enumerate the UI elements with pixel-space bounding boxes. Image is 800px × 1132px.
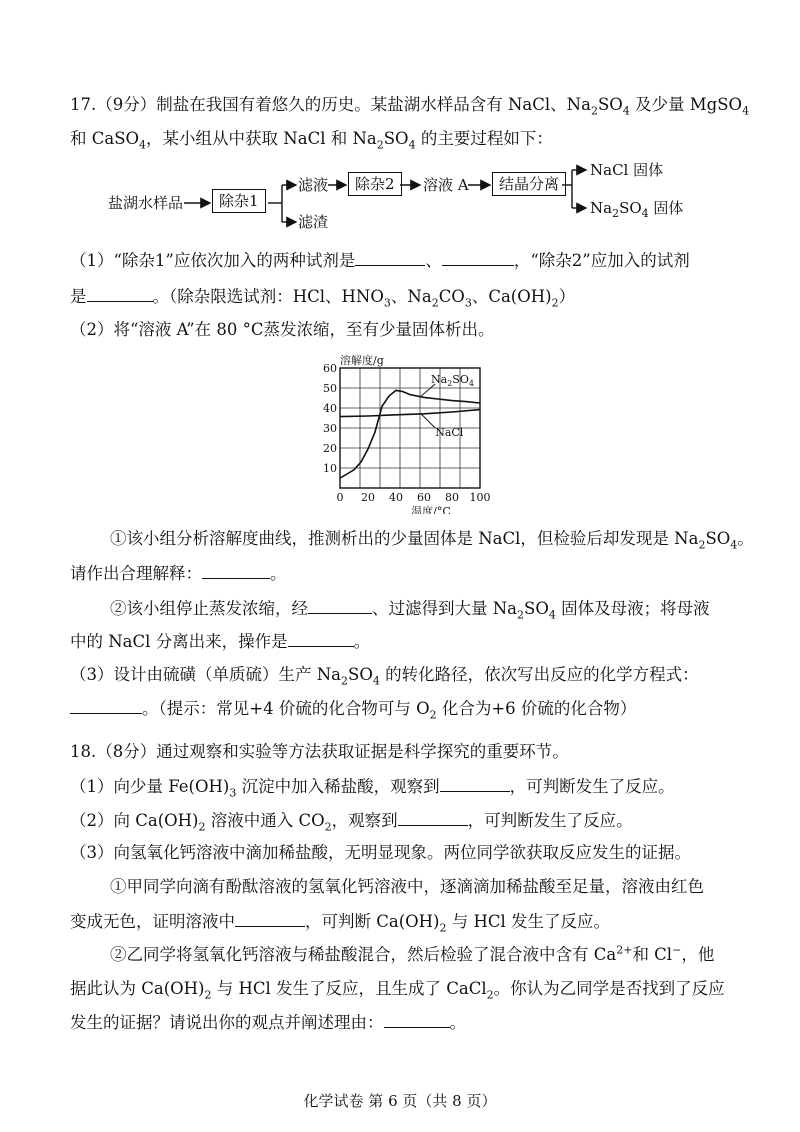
page-footer: 化学试卷 第 6 页（共 8 页） [303,1092,497,1110]
y-tick-label: 30 [323,422,337,435]
answer-blank[interactable] [202,562,270,579]
q18-part3-i-line2: 变成无色，证明溶液中 ，可判断 $Ca(OH)_2$ 与 HCl 发生了反应。 [70,912,611,935]
flow-solution-a: 溶液 A [423,176,469,194]
x-tick-label: 100 [469,491,491,504]
answer-blank[interactable] [398,809,468,826]
curve-nacl [340,410,480,417]
q18-part3-ii-line2: 据此认为 $Ca(OH)_2$ 与 HCl 发生了反应，且生成了 CaCl$_2$。你认为乙同学是否找到了反应 [70,979,725,1002]
answer-blank[interactable] [442,249,514,266]
series-label-na2so4: $Na_2SO_4$ [431,373,474,388]
leader-line-nacl [421,414,435,428]
q17-intro-line2: 和 CaSO$_4$，某小组从中获取 NaCl 和 $Na_2SO_4$ 的主要过程如下： [70,129,553,152]
answer-blank[interactable] [355,249,425,266]
answer-blank[interactable] [288,630,354,647]
q17-part2-ii-line1: ②该小组停止蒸发浓缩，经 、过滤得到大量 $Na_2SO_4$ 固体及母液；将母液 [110,599,710,622]
q18-intro: 18.（8分）通过观察和实验等方法获取证据是科学探究的重要环节。 [70,742,569,761]
y-tick-label: 50 [323,382,337,395]
q17-part3-line1: （3）设计由硫磺（单质硫）生产 $Na_2SO_4$ 的转化路径，依次写出反应的化学方程式： [70,665,699,688]
x-tick-label: 80 [445,491,459,504]
x-tick-label: 60 [417,491,431,504]
solubility-chart [312,354,502,514]
answer-blank[interactable] [235,910,305,927]
q17-part2-i-line1: ①该小组分析溶解度曲线，推测析出的少量固体是 NaCl，但检验后却发现是 $Na_2SO_4$。 [110,529,754,552]
q18-part1: （1）向少量 $Fe(OH)_3$ 沉淀中加入稀盐酸，观察到 ，可判断发生了反应。 [70,777,675,800]
y-tick-label: 10 [323,462,337,475]
x-tick-label: 0 [336,491,344,504]
answer-blank[interactable] [87,285,153,302]
flow-product-na2so4: $Na_2SO_4$ 固体 [590,199,684,220]
q17-intro-line1: 17.（9分）制盐在我国有着悠久的历史。某盐湖水样品含有 NaCl、$Na_2SO_4$ 及少量 MgSO$_4$ [70,95,750,118]
q17-part1-line1: （1）“除杂1”应依次加入的两种试剂是 、 ，“除杂2”应加入的试剂 [70,251,690,270]
q18-part3-ii-line3: 发生的证据？请说出你的观点并阐述理由： 。 [70,1013,466,1032]
x-axis-label: 温度/°C [411,505,451,514]
answer-blank[interactable] [384,1011,450,1028]
solubility-chart-svg [312,354,502,514]
q17-part3-line2: 。（提示：常见+4 价硫的化合物可与 $O_2$ 化合为+6 价硫的化合物） [70,697,636,720]
answer-blank[interactable] [308,597,372,614]
flow-step2-box: 除杂2 [348,172,402,196]
flow-residue: 滤渣 [298,213,329,231]
q17-part2-ii-line2: 中的 NaCl 分离出来，操作是 。 [70,632,371,651]
y-tick-label: 40 [323,402,337,415]
flow-product-nacl: NaCl 固体 [590,161,664,179]
series-label-nacl: NaCl [435,426,464,439]
flow-step3-box: 结晶分离 [492,172,566,196]
y-axis-label: 溶解度/g [340,354,384,367]
q17-part1-line2: 是 。（除杂限选试剂：HCl、$HNO_3$、$Na_2CO_3$、$Ca(OH)_2$） [70,287,576,310]
q18-part2: （2）向 $Ca(OH)_2$ 溶液中通入 $CO_2$，观察到 ，可判断发生了反应。 [70,811,633,834]
flow-sample: 盐湖水样品 [108,194,184,212]
x-tick-label: 20 [361,491,375,504]
y-tick-label: 60 [323,362,337,375]
q17-part2: （2）将“溶液 A”在 80 °C蒸发浓缩，至有少量固体析出。 [70,320,495,339]
q18-part3-ii-line1: ②乙同学将氢氧化钙溶液与稀盐酸混合，然后检验了混合液中含有 $Ca^{2+}$和 Cl−，他 [110,943,715,964]
q17-part2-i-line2: 请作出合理解释： 。 [70,564,287,583]
q18-part3: （3）向氢氧化钙溶液中滴加稀盐酸，无明显现象。两位同学欲获取反应发生的证据。 [70,843,691,862]
answer-blank[interactable] [440,775,510,792]
flow-step1-box: 除杂1 [212,189,266,213]
q18-part3-i-line1: ①甲同学向滴有酚酞溶液的氢氧化钙溶液中，逐滴滴加稀盐酸至足量，溶液由红色 [110,877,704,896]
x-tick-label: 40 [389,491,403,504]
y-tick-label: 20 [323,442,337,455]
answer-blank[interactable] [70,697,142,714]
flow-filtrate: 滤液 [298,176,329,194]
